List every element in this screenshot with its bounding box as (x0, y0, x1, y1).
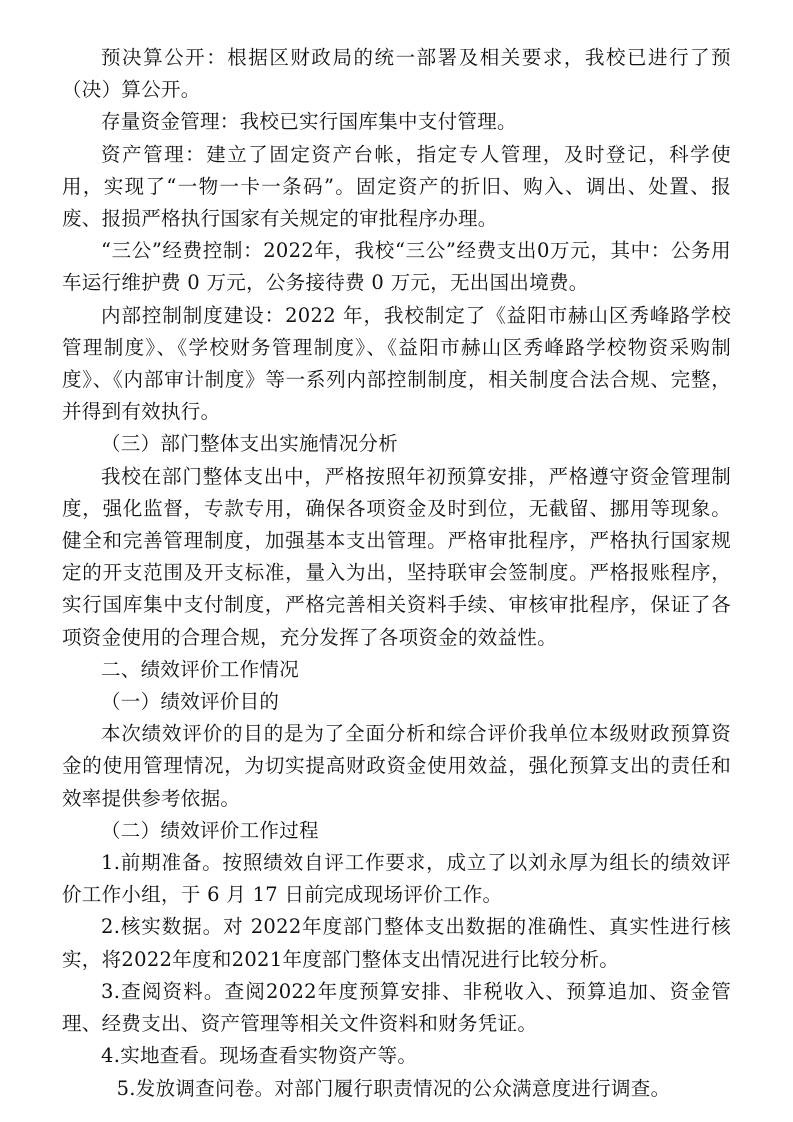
paragraph-asset-management: 资产管理：建立了固定资产台帐，指定专人管理，及时登记，科学使用，实现了“一物一卡一条码”。固定资产的折旧、购入、调出、处置、报废、报损严格执行国家有关规定的审批程序办理。 (62, 142, 731, 231)
paragraph-evaluation-purpose: 本次绩效评价的目的是为了全面分析和综合评价我单位本级财政预算资金的使用管理情况，为切实提高财政资金使用效益，强化预算支出的责任和效率提供参考依据。 (62, 722, 731, 810)
section-heading-expenditure-analysis: （三）部门整体支出实施情况分析 (101, 432, 399, 456)
paragraph-step-review-materials: 3.查阅资料。查阅2022年度预算安排、非税收入、预算追加、资金管理、经费支出、资产管理等相关文件资料和财务凭证。 (62, 979, 731, 1036)
paragraph-three-public-expenses: “三公”经费控制：2022年，我校“三公”经费支出0万元，其中：公务用车运行维护费 0 万元，公务接待费 0 万元，无出国出境费。 (62, 239, 731, 295)
paragraph-internal-control: 内部控制制度建设：2022 年，我校制定了《益阳市赫山区秀峰路学校管理制度》、《学校财务管理制度》、《益阳市赫山区秀峰路学校物资采购制度》、《内部审计制度》等一系列内部控制制度，相关制度合法合规、完整，并得到有效执行。 (62, 303, 731, 424)
paragraph-step-preparation: 1.前期准备。按照绩效自评工作要求，成立了以刘永厚为组长的绩效评价工作小组，于 6 月 17 日前完成现场评价工作。 (62, 851, 731, 907)
section-heading-evaluation-purpose: （一）绩效评价目的 (101, 690, 280, 714)
paragraph-step-survey: 5.发放调查问卷。对部门履行职责情况的公众满意度进行调查。 (116, 1076, 671, 1100)
paragraph-step-site-inspection: 4.实地查看。现场查看实物资产等。 (101, 1044, 418, 1068)
paragraph-budget-disclosure: 预决算公开：根据区财政局的统一部署及相关要求，我校已进行了预（决）算公开。 (62, 46, 731, 102)
paragraph-expenditure-analysis: 我校在部门整体支出中，严格按照年初预算安排，严格遵守资金管理制度，强化监督，专款专用，确保各项资金及时到位，无截留、挪用等现象。健全和完善管理制度，加强基本支出管理。严格审批程序，严格执行国家规定的开支范围及开支标准，量入为出，坚持联审会签制度。严格报账程序，实行国库集中支付制度，严格完善相关资料手续、审核审批程序，保证了各项资金使用的合理合规，充分发挥了各项资金的效益性。 (62, 464, 731, 649)
paragraph-step-verify-data: 2.核实数据。对 2022年度部门整体支出数据的准确性、真实性进行核实，将2022年度和2021年度部门整体支出情况进行比较分析。 (62, 915, 731, 971)
section-heading-evaluation-work: 二、绩效评价工作情况 (101, 657, 300, 681)
section-heading-evaluation-process: （二）绩效评价工作过程 (101, 818, 319, 842)
paragraph-stock-funds: 存量资金管理：我校已实行国库集中支付管理。 (101, 110, 517, 134)
